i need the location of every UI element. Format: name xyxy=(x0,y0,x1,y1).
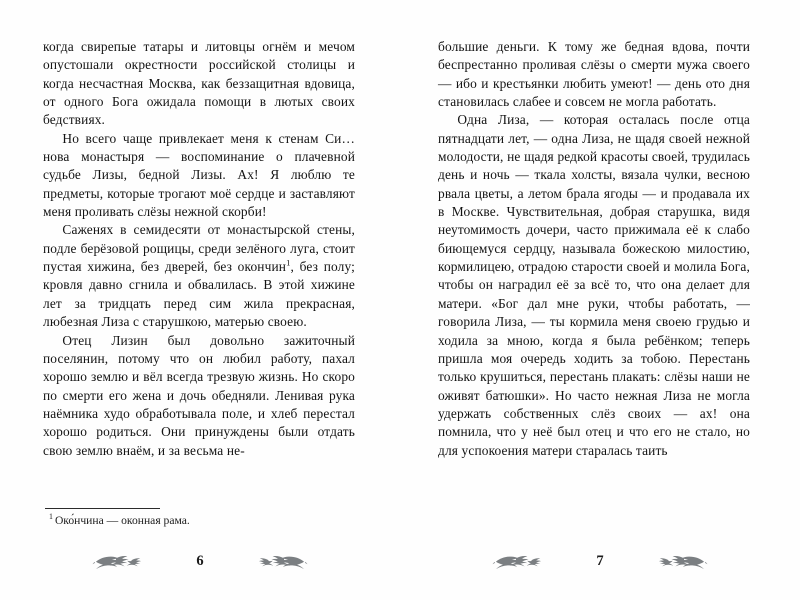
footnote-marker: 1 xyxy=(49,512,53,522)
footnote-separator-rule xyxy=(45,508,160,509)
paragraph-text-after-ref: , без полу; кровля давно сгнила и обвалилась. В этой хижине лет за тридцать перед сим жила прекрасная, любезная Лиза с старушкою, матерью своею. xyxy=(43,259,355,330)
leaf-flourish-ornament xyxy=(92,550,188,572)
body-text-right xyxy=(438,38,750,460)
leaf-flourish-ornament xyxy=(612,550,708,572)
paragraph: Отец Лизин был довольно зажиточный поселянин, потому что он любил работу, пахал хорошо землю и вёл всегда трезвую жизнь. Но скоро по смерти его жена и дочь обедняли. Ленивая рука наёмника худо обработывала поле, и хлеб перестал хорошо родиться. Они принуждены были отдать свою землю внаём, и за весьма не- xyxy=(43,332,355,458)
leaf-flourish-ornament xyxy=(212,550,308,572)
page-number: 6 xyxy=(196,552,204,569)
folio-left xyxy=(0,550,400,572)
footnote-text: Око́нчина — оконная рама. xyxy=(54,514,190,527)
paragraph: когда свирепые татары и литовцы огнём и мечом опустошали окрестности российской столицы и когда несчастная Москва, как беззащитная вдовица, от одного Бога ожидала помощи в лютых своих бедствиях. xyxy=(43,39,355,128)
footnote-reference-marker[interactable]: 1 xyxy=(286,257,291,268)
folio-right xyxy=(400,550,800,572)
body-text-left xyxy=(43,38,355,460)
leaf-flourish-ornament xyxy=(492,550,588,572)
page-number: 7 xyxy=(596,552,604,569)
paragraph: большие деньги. К тому же бедная вдова, почти беспрестанно проливая слёзы о смерти мужа своего — ибо и крестьянки любить умеют! — день ото дня становилась слабее и совсем не могла работать. xyxy=(438,39,750,110)
paragraph-with-footnote-ref xyxy=(43,221,355,331)
paragraph: Одна Лиза, — которая осталась после отца пятнадцати лет, — одна Лиза, не щадя своей нежной молодости, не щадя редкой красоты своей, трудилась день и ночь — ткала холсты, вязала чулки, весною рвала цветы, а летом брала ягоды — и продавала их в Москве. Чувствительная, добрая старушка, видя неутомимость дочери, часто прижимала её к слабо биющемуся сердцу, называла божескою милостию, кормилицею, отрадою старости своей и молила Бога, чтобы он наградил её за всё то, что она делает для матери. «Бог дал мне руки, чтобы работать, — говорила Лиза, — ты кормила меня своею грудью и ходила за мною, когда я была ребёнком; теперь пришла моя очередь ходить за тобою. Перестань только крушиться, перестань плакать: слёзы наши не оживят батюшки». Но часто нежная Лиза не могла удержать собственных слёз своих — ах! она помнила, что у неё был отец и что его не стало, но для успокоения матери старалась таить xyxy=(438,112,750,458)
paragraph: Но всего чаще привлекает меня к стенам Си…нова монастыря — воспоминание о плачевной судьбе Лизы, бедной Лизы. Ах! Я люблю те предметы, которые трогают моё сердце и заставляют меня проливать слёзы нежной скорби! xyxy=(43,130,355,220)
page-right xyxy=(400,0,800,600)
paragraph-text-before-ref: Саженях в семидесяти от монастырской стены, подле берёзовой рощицы, среди зелёного луга, стоит пустая хижина, без дверей, без окончин xyxy=(43,222,355,275)
footnote xyxy=(43,514,355,528)
footnote-area xyxy=(43,508,355,528)
